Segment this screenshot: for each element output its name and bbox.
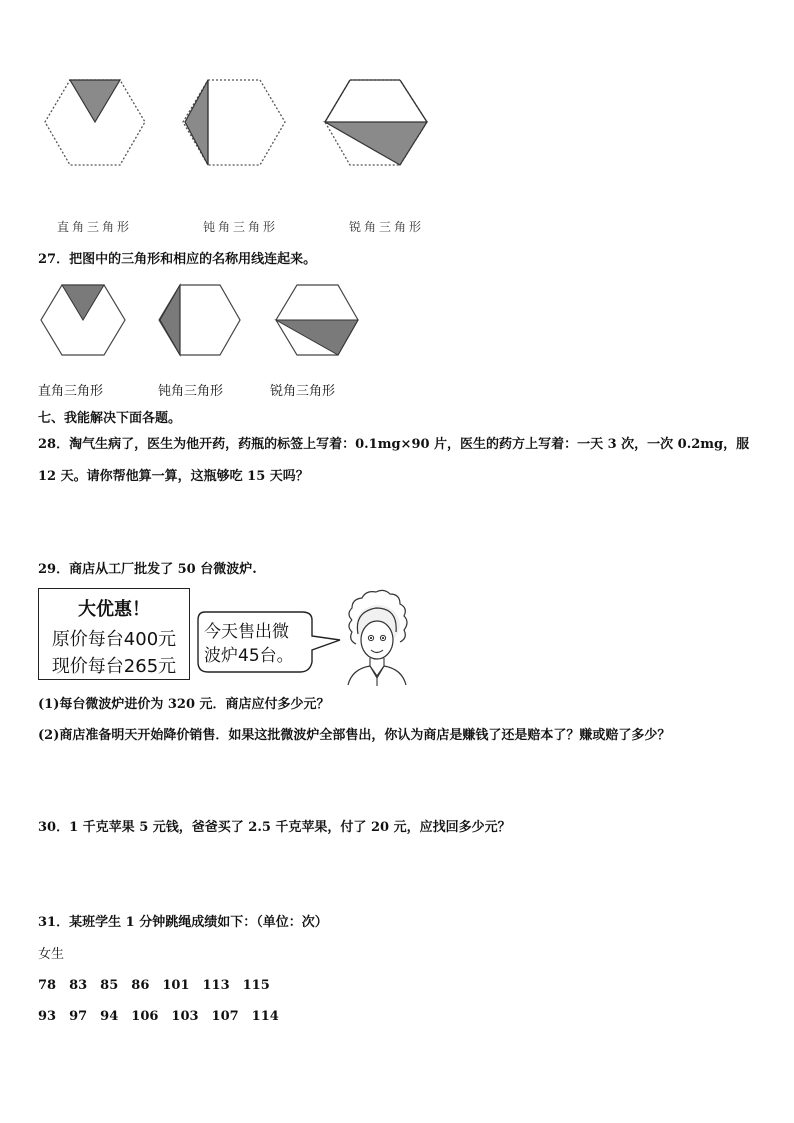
top-label-right-triangle: 直角三角形: [57, 220, 133, 234]
q29-text: 29．商店从工厂批发了 50 台微波炉.: [38, 562, 257, 577]
q27-hexagon-figure: [0, 280, 794, 380]
bubble-line1: 今天售出微: [204, 622, 289, 642]
top-label-obtuse-triangle: 钝角三角形: [203, 220, 279, 234]
q31-group-label: 女生: [38, 947, 65, 962]
promo-title: 大优惠！: [78, 599, 150, 620]
bubble-line2: 波炉45台。: [204, 646, 294, 666]
top-hexagon-figure: [0, 0, 794, 240]
q31-data-row2: 93 97 94 106 103 107 114: [38, 1009, 279, 1024]
q27-label-obtuse-triangle: 钝角三角形: [158, 384, 224, 399]
q28-line1: 28．淘气生病了，医生为他开药，药瓶的标签上写着：0.1mg×90 片，医生的药方上写着：一天 3 次，一次 0.2mg，服: [38, 437, 750, 452]
q27-hexagon-right-triangle: [41, 285, 125, 355]
q27-label-right-triangle: 直角三角形: [38, 384, 104, 399]
top-label-acute-triangle: 锐角三角形: [349, 220, 425, 234]
q29-sub2: (2)商店准备明天开始降价销售．如果这批微波炉全部售出，你认为商店是赚钱了还是赔本了？赚或赔了多少？: [38, 728, 671, 743]
person-illustration: [0, 590, 794, 710]
top-hexagon-obtuse-triangle: [183, 80, 285, 165]
promo-original-price: 原价每台400元: [51, 629, 177, 650]
q27-label-acute-triangle: 锐角三角形: [270, 384, 336, 399]
q27-hexagon-obtuse-triangle: [159, 285, 240, 355]
top-hexagon-acute-triangle: [325, 80, 427, 165]
promo-current-price: 现价每台265元: [51, 656, 177, 677]
q27-hexagon-acute-triangle: [276, 285, 358, 355]
top-hexagon-right-triangle: [45, 80, 145, 165]
q28-line2: 12 天。请你帮他算一算，这瓶够吃 15 天吗？: [38, 469, 309, 484]
section-7-title: 七、我能解决下面各题。: [38, 411, 182, 426]
q31-data-row1: 78 83 85 86 101 113 115: [38, 978, 270, 993]
q27-text: 27．把图中的三角形和相应的名称用线连起来。: [38, 252, 317, 267]
q29-sub1: (1)每台微波炉进价为 320 元．商店应付多少元？: [38, 697, 330, 712]
q31-text: 31．某班学生 1 分钟跳绳成绩如下：（单位：次）: [38, 915, 328, 930]
q30-text: 30．1 千克苹果 5 元钱，爸爸买了 2.5 千克苹果，付了 20 元，应找回多少元？: [38, 820, 511, 835]
